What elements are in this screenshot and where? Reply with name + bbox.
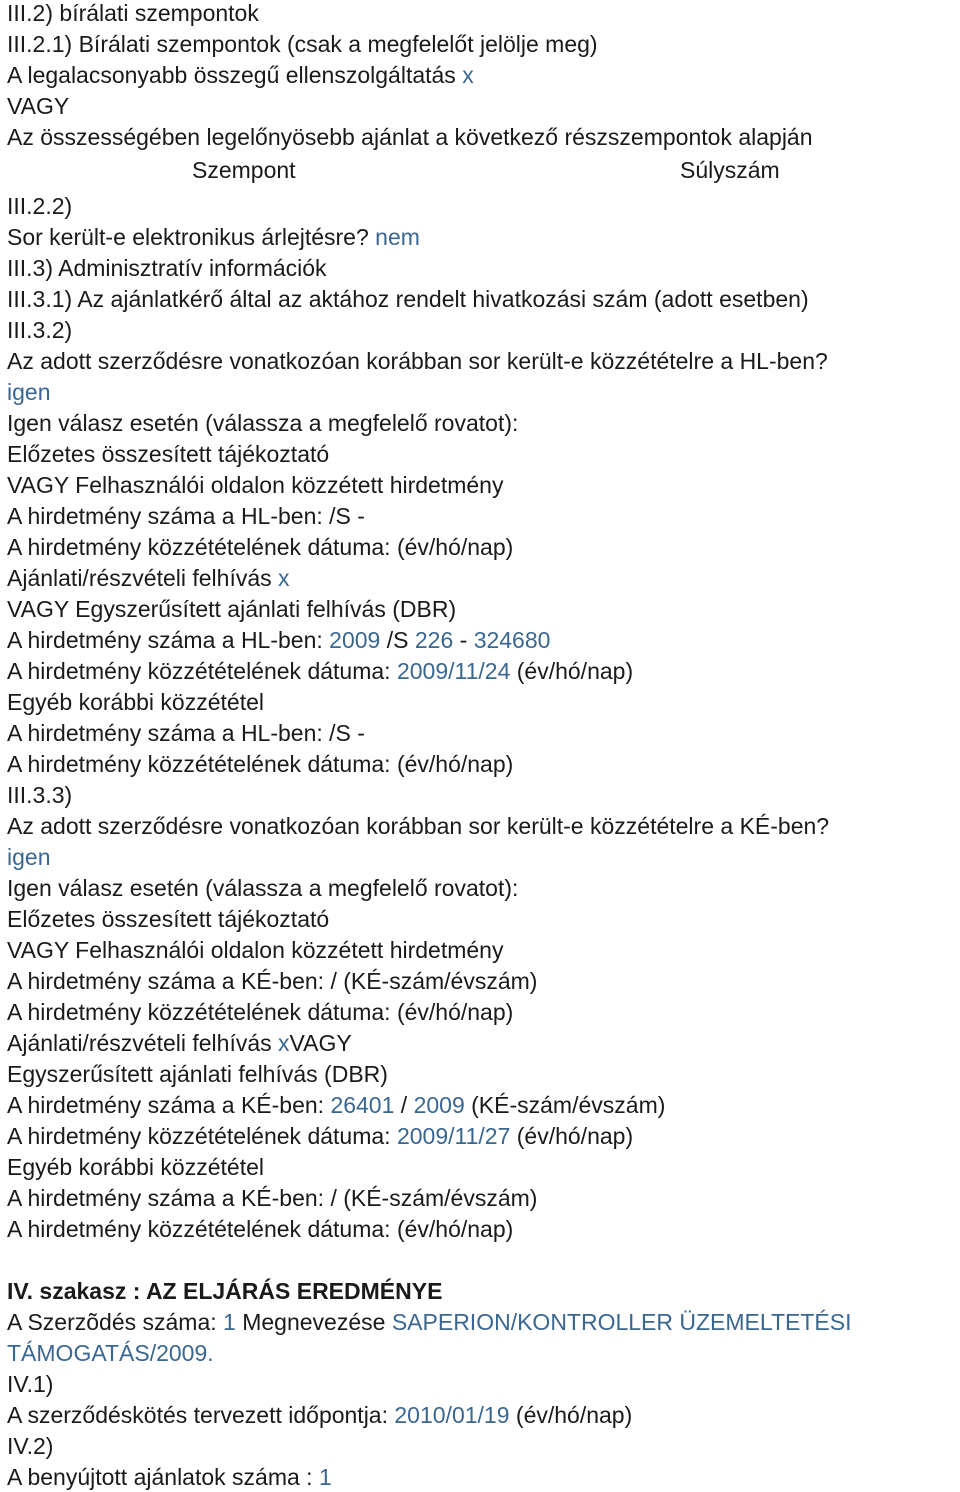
section-iii-2-heading: III.2) bírálati szempontok: [7, 0, 259, 26]
ke-contract-notice-mark: x: [278, 1030, 290, 1056]
planned-contract-date: A szerződéskötés tervezett időpontja: 2010/01/19 (év/hó/nap): [7, 1402, 633, 1428]
section-iv-1-heading: IV.1): [7, 1371, 54, 1397]
ke-publication-answer: igen: [7, 844, 51, 870]
criterion-column-header: Szempont: [192, 157, 296, 183]
ke-other-number-empty: A hirdetmény száma a KÉ-ben: / (KÉ-szám/évszám): [7, 1185, 538, 1211]
ke-prior-information: Előzetes összesített tájékoztató: [7, 906, 330, 932]
section-iii-3-1-heading: III.3.1) Az ajánlatkérő által az aktához rendelt hivatkozási szám (adott esetben): [7, 286, 809, 312]
ke-notice-number-empty: A hirdetmény száma a KÉ-ben: / (KÉ-szám/évszám): [7, 968, 538, 994]
hl-notice-number-empty: A hirdetmény száma a HL-ben: /S -: [7, 503, 365, 529]
hl-notice-date: A hirdetmény közzétételének dátuma: 2009/11/24 (év/hó/nap): [7, 658, 634, 684]
section-iv-heading: IV. szakasz : AZ ELJÁRÁS EREDMÉNYE: [7, 1278, 443, 1304]
hl-simplified-notice: VAGY Egyszerűsített ajánlati felhívás (DBR): [7, 596, 457, 622]
ke-notice-year: 2009: [413, 1092, 465, 1118]
section-iii-3-3-heading: III.3.3): [7, 782, 73, 808]
contract-name: SAPERION/KONTROLLER ÜZEMELTETÉSI: [391, 1309, 852, 1335]
section-iii-2-2-heading: III.2.2): [7, 193, 73, 219]
hl-other-number-empty: A hirdetmény száma a HL-ben: /S -: [7, 720, 365, 746]
section-iii-3-2-heading: III.3.2): [7, 317, 73, 343]
ke-simplified-notice: Egyszerűsített ajánlati felhívás (DBR): [7, 1061, 388, 1087]
hl-notice-id: 324680: [473, 627, 551, 653]
hl-notice-number: A hirdetmény száma a HL-ben: 2009 /S 226 - 324680: [7, 627, 551, 653]
hl-contract-notice-mark: x: [278, 565, 290, 591]
submitted-offers-count: A benyújtott ajánlatok száma : 1: [7, 1464, 332, 1490]
ke-buyer-profile-notice: VAGY Felhasználói oldalon közzétett hirdetmény: [7, 937, 504, 963]
submitted-offers-value: 1: [318, 1464, 332, 1490]
ke-yes-instruction: Igen válasz esetén (válassza a megfelelő rovatot):: [7, 875, 519, 901]
ke-notice-date-value: 2009/11/27: [396, 1123, 511, 1149]
hl-notice-date-empty: A hirdetmény közzétételének dátuma: (év/hó/nap): [7, 534, 514, 560]
contract-number: 1: [223, 1309, 236, 1335]
ke-notice-date: A hirdetmény közzétételének dátuma: 2009/11/27 (év/hó/nap): [7, 1123, 634, 1149]
planned-contract-date-value: 2010/01/19: [394, 1402, 510, 1428]
contract-name-continued: TÁMOGATÁS/2009.: [7, 1340, 214, 1366]
hl-notice-date-value: 2009/11/24: [396, 658, 511, 684]
hl-other-publication: Egyéb korábbi közzététel: [7, 689, 264, 715]
electronic-auction-question: Sor került-e elektronikus árlejtésre? nem: [7, 224, 420, 250]
lowest-price-mark: x: [462, 62, 474, 88]
section-iii-2-1-heading: III.2.1) Bírálati szempontok (csak a megfelelőt jelölje meg): [7, 31, 598, 57]
electronic-auction-answer: nem: [375, 224, 420, 250]
section-iii-3-heading: III.3) Adminisztratív információk: [7, 255, 327, 281]
hl-prior-information: Előzetes összesített tájékoztató: [7, 441, 330, 467]
best-value-criterion: Az összességében legelőnyösebb ajánlat a következő részszempontok alapján: [7, 124, 813, 150]
hl-publication-answer: igen: [7, 379, 51, 405]
hl-yes-instruction: Igen válasz esetén (válassza a megfelelő rovatot):: [7, 410, 519, 436]
ke-contract-notice: Ajánlati/részvételi felhívás xVAGY: [7, 1030, 352, 1056]
hl-notice-year: 2009: [329, 627, 381, 653]
section-iv-2-heading: IV.2): [7, 1433, 54, 1459]
contract-title-line: A Szerzõdés száma: 1 Megnevezése SAPERION/KONTROLLER ÜZEMELTETÉSI: [7, 1309, 852, 1335]
ke-notice-date-empty: A hirdetmény közzétételének dátuma: (év/hó/nap): [7, 999, 514, 1025]
hl-buyer-profile-notice: VAGY Felhasználói oldalon közzétett hirdetmény: [7, 472, 504, 498]
weight-column-header: Súlyszám: [680, 157, 780, 183]
ke-other-date-empty: A hirdetmény közzétételének dátuma: (év/hó/nap): [7, 1216, 514, 1242]
or-label: VAGY: [7, 93, 70, 119]
ke-notice-number: A hirdetmény száma a KÉ-ben: 26401 / 2009 (KÉ-szám/évszám): [7, 1092, 666, 1118]
lowest-price-criterion: A legalacsonyabb összegű ellenszolgáltatás x: [7, 62, 474, 88]
ke-publication-question: Az adott szerződésre vonatkozóan korábban sor került-e közzétételre a KÉ-ben?: [7, 813, 830, 839]
ke-notice-id: 26401: [330, 1092, 395, 1118]
hl-notice-issue: 226: [414, 627, 454, 653]
hl-contract-notice: Ajánlati/részvételi felhívás x: [7, 565, 290, 591]
hl-other-date-empty: A hirdetmény közzétételének dátuma: (év/hó/nap): [7, 751, 514, 777]
hl-publication-question: Az adott szerződésre vonatkozóan korábban sor került-e közzétételre a HL-ben?: [7, 348, 828, 374]
ke-other-publication: Egyéb korábbi közzététel: [7, 1154, 264, 1180]
